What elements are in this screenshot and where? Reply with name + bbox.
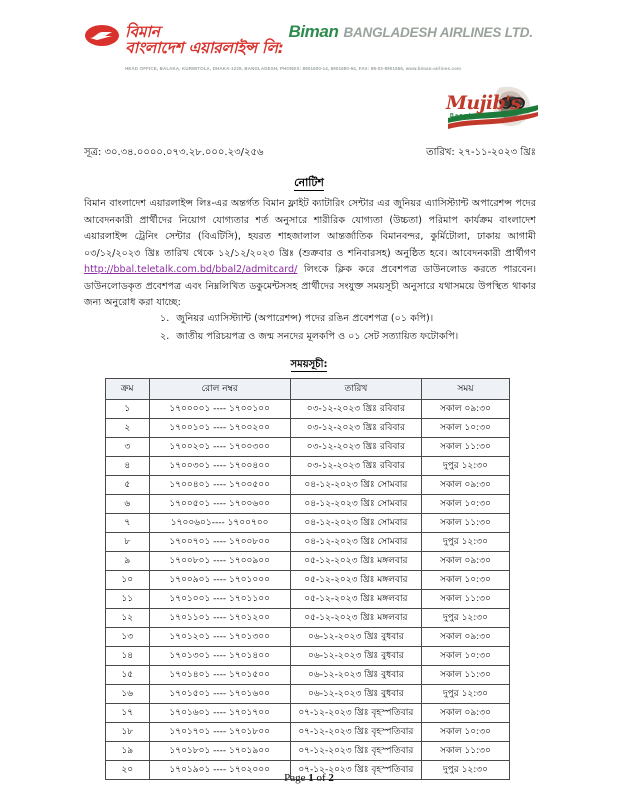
cell-serial: ১৫: [106, 666, 150, 685]
list-item-label: জুনিয়র এ্যাসিস্ট্যান্ট (অপারেশন্স) পদের রঙিন প্রবেশপত্র (০১ কপি)।: [176, 313, 434, 324]
biman-brand-subtitle: BANGLADESH AIRLINES LTD.: [343, 25, 533, 40]
cell-roll: ১৭০১০০১ ---- ১৭০১১০০: [149, 590, 290, 609]
mujibs-wordmark: Mujib's: [446, 92, 521, 114]
cell-roll: ১৭০০৯০১ ---- ১৭০১০০০: [149, 571, 290, 590]
cell-roll: ১৭০১৯০১ ---- ১৭০২০০০: [149, 761, 290, 780]
cell-time: সকাল ০৯:৩০: [421, 476, 509, 495]
cell-roll: ১৭০০১০১ ---- ১৭০০২০০: [149, 419, 290, 438]
cell-date: ০৫-১২-২০২৩ খ্রিঃ মঙ্গলবার: [290, 590, 421, 609]
cell-time: সকাল ১০:৩০: [421, 495, 509, 514]
cell-roll: ১৭০০৭০১ ---- ১৭০০৮০০: [149, 533, 290, 552]
cell-roll: ১৭০০৫০১ ---- ১৭০০৬০০: [149, 495, 290, 514]
list-item: [84, 328, 536, 346]
cell-roll: ১৭০১১০১ ---- ১৭০১২০০: [149, 609, 290, 628]
cell-roll: ১৭০১৪০১ ---- ১৭০১৫০০: [149, 666, 290, 685]
cell-serial: ১৪: [106, 647, 150, 666]
cell-serial: ১৮: [106, 723, 150, 742]
cell-serial: ৫: [106, 476, 150, 495]
list-item-index: ১.: [160, 313, 170, 324]
page-footer: [0, 772, 618, 784]
table-row: [106, 457, 510, 476]
letterhead: [0, 22, 618, 72]
cell-date: ০৭-১২-২০২৩ খ্রিঃ বৃহস্পতিবার: [290, 742, 421, 761]
biman-brand-name: Biman: [288, 22, 339, 41]
table-header-row: [106, 379, 510, 400]
footer-middle: of: [313, 772, 329, 784]
document-date: তারিখ: ২৭-১১-২০২৩ খ্রিঃ: [426, 147, 536, 158]
cell-roll: ১৭০০২০১ ---- ১৭০০৩০০: [149, 438, 290, 457]
cell-roll: ১৭০০০০১ ---- ১৭০০১০০: [149, 400, 290, 419]
cell-date: ০৫-১২-২০২৩ খ্রিঃ মঙ্গলবার: [290, 571, 421, 590]
cell-roll: ১৭০১৫০১ ---- ১৭০১৬০০: [149, 685, 290, 704]
cell-time: দুপুর ১২:৩০: [421, 533, 509, 552]
cell-serial: ১১: [106, 590, 150, 609]
table-row: [106, 552, 510, 571]
cell-roll: ১৭০১২০১ ---- ১৭০১৩০০: [149, 628, 290, 647]
table-row: [106, 514, 510, 533]
cell-roll: ১৭০১৭০১ ---- ১৭০১৮০০: [149, 723, 290, 742]
notice-paragraph-part1: বিমান বাংলাদেশ এয়ারলাইন্স লিঃ-এর অন্তর্গত বিমান ফ্লাইট ক্যাটারিং সেন্টার এর জুনিয়র এ্যাসিস্ট্যান্ট অপারেশন্স পদের আবেদনকারী প্রার্থীদের নিয়োগ যোগ্যতার শর্ত অনুসারে শারীরিক যোগ্যতা (উচ্চতা) পরিমাপ কার্যক্রম বাংলাদেশ এয়ারলাইন্স ট্রেনিং সেন্টার (বিএটিসি), হযরত শাহজালাল আন্তর্জাতিক বিমানবন্দর, কুর্মিটোলা, ঢাকায় আগামী ০৩/১২/২০২৩ খ্রিঃ তারিখ থেকে ১২/১২/২০২৩ খ্রিঃ (শুক্রবার ও শনিবারসহ) অনুষ্ঠিত হবে। আবেদনকারী প্রার্থীগণ: [84, 198, 536, 259]
cell-date: ০৬-১২-২০২৩ খ্রিঃ বুধবার: [290, 647, 421, 666]
schedule-heading: [0, 357, 618, 374]
schedule-table-body: [106, 400, 510, 780]
cell-serial: ১৭: [106, 704, 150, 723]
column-header-time: সময়: [421, 379, 509, 400]
reference-number: সূত্র: ৩০.৩৪.০০০০.০৭৩.২৮.০০০.২৩/২৫৬: [84, 147, 264, 158]
notice-paragraph-part2: লিংকে ক্লিক করে প্রবেশপত্র ডাউনলোড করতে পারবেন। ডাউনলোডকৃত প্রবেশপত্র এবং নিম্নলিখিত ডকুমেন্টসসহ প্রার্থীদের সংযুক্ত সময়সূচী অনুসারে যথাসময়ে উপস্থিত থাকার জন্য অনুরোধ করা যাচ্ছে:: [84, 264, 536, 308]
cell-time: সকাল ০৯:৩০: [421, 400, 509, 419]
cell-date: ০৩-১২-২০২৩ খ্রিঃ রবিবার: [290, 457, 421, 476]
table-row: [106, 742, 510, 761]
biman-bengali-line2: বাংলাদেশ এয়ারলাইন্স লি:: [125, 39, 284, 58]
table-row: [106, 533, 510, 552]
mujibs-bangladesh-logo: [444, 84, 540, 136]
required-documents-list: [84, 310, 536, 346]
cell-time: দুপুর ১২:৩০: [421, 761, 509, 780]
cell-time: দুপুর ১২:৩০: [421, 685, 509, 704]
cell-roll: ১৭০১৬০১ ---- ১৭০১৭০০: [149, 704, 290, 723]
cell-date: ০৭-১২-২০২৩ খ্রিঃ বৃহস্পতিবার: [290, 723, 421, 742]
cell-roll: ১৭০০৪০১ ---- ১৭০০৫০০: [149, 476, 290, 495]
cell-serial: ২: [106, 419, 150, 438]
cell-time: সকাল ১১:৩০: [421, 438, 509, 457]
cell-time: সকাল ০৯:৩০: [421, 628, 509, 647]
cell-time: সকাল ১০:৩০: [421, 419, 509, 438]
schedule-heading-text: সময়সূচী:: [290, 359, 328, 370]
reference-row: [84, 145, 536, 162]
biman-bengali-logotype: [125, 24, 283, 57]
table-row: [106, 590, 510, 609]
biman-bengali-line1: বিমান: [125, 23, 160, 41]
column-header-roll: রোল নম্বর: [149, 379, 290, 400]
admitcard-download-link[interactable]: http://bbal.teletalk.com.bd/bbal2/admitcard/: [84, 264, 298, 275]
cell-time: সকাল ০৯:৩০: [421, 704, 509, 723]
cell-roll: ১৭০০৮০১ ---- ১৭০০৯০০: [149, 552, 290, 571]
cell-serial: ৩: [106, 438, 150, 457]
table-row: [106, 609, 510, 628]
table-row: [106, 628, 510, 647]
table-row: [106, 685, 510, 704]
cell-roll: ১৭০১৩০১ ---- ১৭০১৪০০: [149, 647, 290, 666]
mujibs-subtitle: Bangladesh: [450, 113, 494, 119]
cell-time: সকাল ১১:৩০: [421, 514, 509, 533]
footer-prefix: Page: [284, 772, 309, 784]
cell-roll: ১৭০০৩০১ ---- ১৭০০৪০০: [149, 457, 290, 476]
cell-time: সকাল ১০:৩০: [421, 571, 509, 590]
cell-date: ০৪-১২-২০২৩ খ্রিঃ সোমবার: [290, 476, 421, 495]
cell-date: ০৩-১২-২০২৩ খ্রিঃ রবিবার: [290, 438, 421, 457]
table-row: [106, 476, 510, 495]
page-title-text: নোটিশ: [294, 176, 324, 189]
cell-date: ০৩-১২-২০২৩ খ্রিঃ রবিবার: [290, 400, 421, 419]
cell-time: দুপুর ১২:৩০: [421, 457, 509, 476]
list-item: [84, 310, 536, 328]
cell-date: ০৬-১২-২০২৩ খ্রিঃ বুধবার: [290, 685, 421, 704]
page-title: [0, 174, 618, 193]
cell-time: সকাল ০৯:৩০: [421, 552, 509, 571]
cell-time: সকাল ১১:৩০: [421, 742, 509, 761]
cell-serial: ৯: [106, 552, 150, 571]
cell-serial: ১৩: [106, 628, 150, 647]
cell-date: ০৬-১২-২০২৩ খ্রিঃ বুধবার: [290, 666, 421, 685]
table-row: [106, 495, 510, 514]
table-row: [106, 419, 510, 438]
cell-time: সকাল ১১:৩০: [421, 666, 509, 685]
cell-serial: ১: [106, 400, 150, 419]
cell-serial: ৪: [106, 457, 150, 476]
cell-date: ০৫-১২-২০২৩ খ্রিঃ মঙ্গলবার: [290, 609, 421, 628]
cell-time: সকাল ১১:৩০: [421, 590, 509, 609]
list-item-index: ২.: [160, 331, 170, 342]
table-row: [106, 647, 510, 666]
table-row: [106, 571, 510, 590]
cell-time: সকাল ১০:৩০: [421, 647, 509, 666]
table-row: [106, 400, 510, 419]
table-row: [106, 666, 510, 685]
cell-date: ০৪-১২-২০২৩ খ্রিঃ সোমবার: [290, 533, 421, 552]
cell-serial: ৮: [106, 533, 150, 552]
footer-total-pages: 2: [328, 772, 334, 784]
cell-date: ০৩-১২-২০২৩ খ্রিঃ রবিবার: [290, 419, 421, 438]
biman-bird-logo-icon: [85, 25, 119, 46]
column-header-date: তারিখ: [290, 379, 421, 400]
cell-serial: ২০: [106, 761, 150, 780]
table-row: [106, 438, 510, 457]
cell-serial: ১২: [106, 609, 150, 628]
head-office-address: HEAD OFFICE, BALAKA, KURMITOLA, DHAKA-1229, BANGLADESH, PHONES: 8901600-14, 8901680-94, FAX: 88-02-8901556, www.biman-airlines.com: [125, 65, 462, 71]
cell-date: ০৭-১২-২০২৩ খ্রিঃ বৃহস্পতিবার: [290, 704, 421, 723]
notice-paragraph: [84, 196, 536, 312]
cell-serial: ১৯: [106, 742, 150, 761]
column-header-serial: ক্রম: [106, 379, 150, 400]
cell-date: ০৪-১২-২০২৩ খ্রিঃ সোমবার: [290, 495, 421, 514]
cell-serial: ১৬: [106, 685, 150, 704]
cell-date: ০৪-১২-২০২৩ খ্রিঃ সোমবার: [290, 514, 421, 533]
cell-roll: ১৭০১৮০১ ---- ১৭০১৯০০: [149, 742, 290, 761]
cell-serial: ৬: [106, 495, 150, 514]
cell-date: ০৫-১২-২০২৩ খ্রিঃ মঙ্গলবার: [290, 552, 421, 571]
cell-time: দুপুর ১২:৩০: [421, 609, 509, 628]
cell-serial: ৭: [106, 514, 150, 533]
table-row: [106, 704, 510, 723]
cell-roll: ১৭০০৬০১---- ১৭০০৭০০: [149, 514, 290, 533]
schedule-table: [105, 378, 510, 780]
cell-date: ০৭-১২-২০২৩ খ্রিঃ বৃহস্পতিবার: [290, 761, 421, 780]
cell-serial: ১০: [106, 571, 150, 590]
table-row: [106, 723, 510, 742]
list-item-label: জাতীয় পরিচয়পত্র ও জন্ম সনদের মূলকপি ও ০১ সেট সত্যায়িত ফটোকপি।: [176, 331, 459, 342]
footer-current-page: 1: [308, 772, 314, 784]
cell-date: ০৬-১২-২০২৩ খ্রিঃ বুধবার: [290, 628, 421, 647]
cell-time: সকাল ১০:৩০: [421, 723, 509, 742]
